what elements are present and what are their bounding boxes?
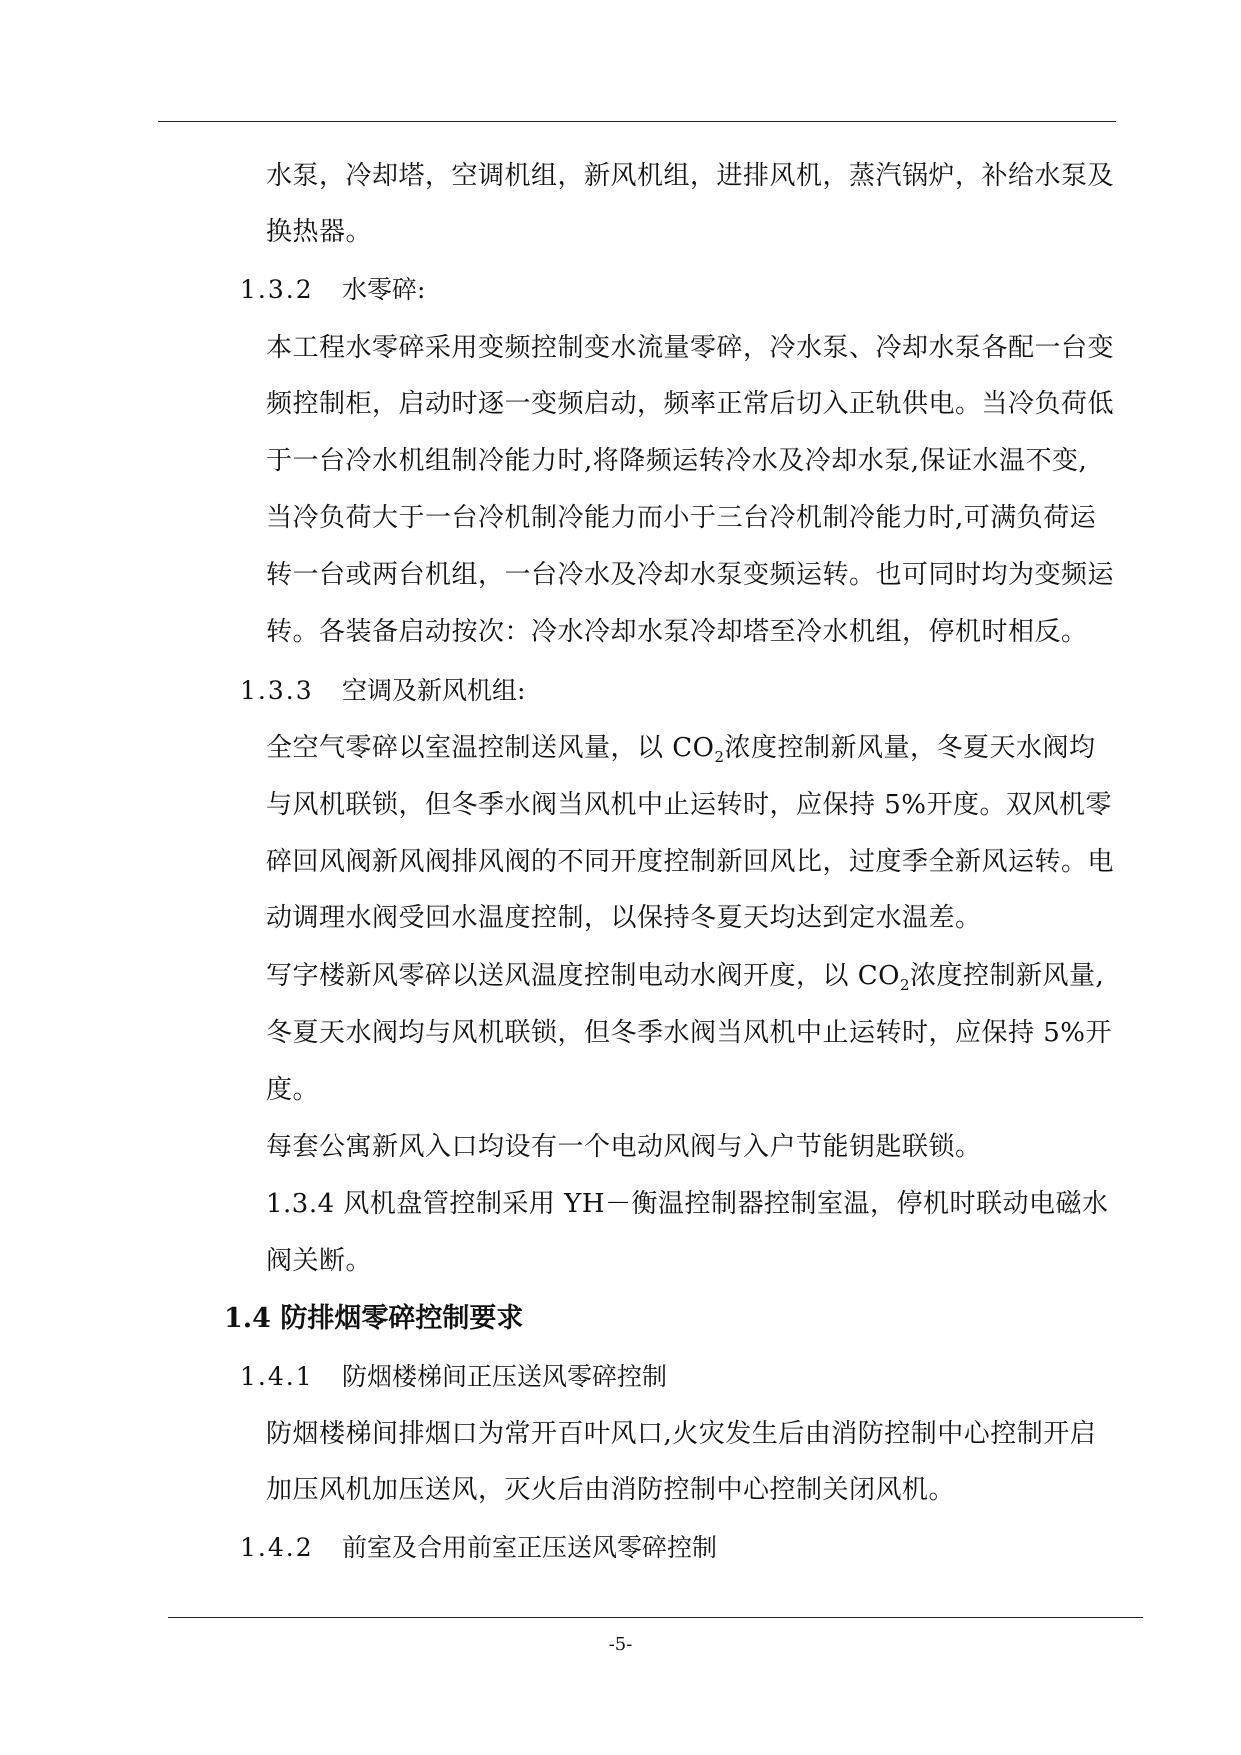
section-heading-1-3-2: [240, 272, 425, 308]
paragraph-line: 每套公寓新风入口均设有一个电动风阀与入户节能钥匙联锁。: [266, 1132, 982, 1162]
section-title: 空调及新风机组:: [342, 676, 526, 705]
paragraph-line: 加压风机加压送风，灭火后由消防控制中心控制关闭风机。: [266, 1475, 956, 1505]
paragraph-line: 冬夏天水阀均与风机联锁，但冬季水阀当风机中止运转时，应保持 5%开: [266, 1018, 1113, 1048]
paragraph-line: 防烟楼梯间排烟口为常开百叶风口,火灾发生后由消防控制中心控制开启: [266, 1419, 1097, 1449]
section-number: 1.4.1: [240, 1362, 314, 1391]
paragraph-line: 写字楼新风零碎以送风温度控制电动水阀开度，以 $CO_2$浓度控制新风量,: [266, 961, 1105, 995]
section-heading-1-4-1: [240, 1359, 667, 1395]
section-number: 1.4.2: [240, 1533, 314, 1562]
section-title: 防烟楼梯间正压送风零碎控制: [342, 1362, 668, 1391]
paragraph-line: 水泵，冷却塔，空调机组，新风机组，进排风机，蒸汽锅炉，补给水泵及: [266, 161, 1115, 191]
section-title: 水零碎:: [342, 275, 426, 304]
paragraph-line: 于一台冷水机组制冷能力时,将降频运转冷水及冷却水泵,保证水温不变,: [266, 446, 1088, 476]
section-heading-1-4-2: [240, 1530, 717, 1566]
section-title: 前室及合用前室正压送风零碎控制: [342, 1533, 718, 1562]
header-rule: [158, 121, 1116, 122]
paragraph-line: 1.3.4 风机盘管控制采用 YH－衡温控制器控制室温，停机时联动电磁水: [266, 1189, 1109, 1219]
section-number: 1.3.3: [240, 676, 314, 705]
paragraph-line: 全空气零碎以室温控制送风量，以 $CO_2$浓度控制新风量，冬夏天水阀均: [266, 733, 1096, 767]
paragraph-line: 本工程水零碎采用变频控制变水流量零碎，冷水泵、冷却水泵各配一台变: [266, 333, 1115, 363]
paragraph-line: 动调理水阀受回水温度控制，以保持冬夏天均达到定水温差。: [266, 903, 982, 933]
paragraph-line: 与风机联锁，但冬季水阀当风机中止运转时，应保持 5%开度。双风机零: [266, 790, 1113, 820]
page-number: -5-: [608, 1634, 633, 1655]
paragraph-line: 度。: [266, 1075, 320, 1105]
paragraph-line: 频控制柜，启动时逐一变频启动，频率正常后切入正轨供电。当冷负荷低: [266, 389, 1115, 419]
paragraph-line: 换热器。: [266, 217, 373, 247]
section-heading-1-4: 1.4 防排烟零碎控制要求: [224, 1303, 524, 1334]
paragraph-line: 转。各装备启动按次：冷水冷却水泵冷却塔至冷水机组，停机时相反。: [266, 617, 1088, 647]
paragraph-line: 碎回风阀新风阀排风阀的不同开度控制新回风比，过度季全新风运转。电: [266, 847, 1115, 877]
paragraph-line: 当冷负荷大于一台冷机制冷能力而小于三台冷机制冷能力时,可满负荷运: [266, 503, 1097, 533]
section-number: 1.3.2: [240, 275, 314, 304]
paragraph-line: 转一台或两台机组，一台冷水及冷却水泵变频运转。也可同时均为变频运: [266, 560, 1115, 590]
section-heading-1-3-3: [240, 673, 525, 709]
footer-rule: [168, 1617, 1143, 1618]
paragraph-line: 阀关断。: [266, 1246, 373, 1276]
